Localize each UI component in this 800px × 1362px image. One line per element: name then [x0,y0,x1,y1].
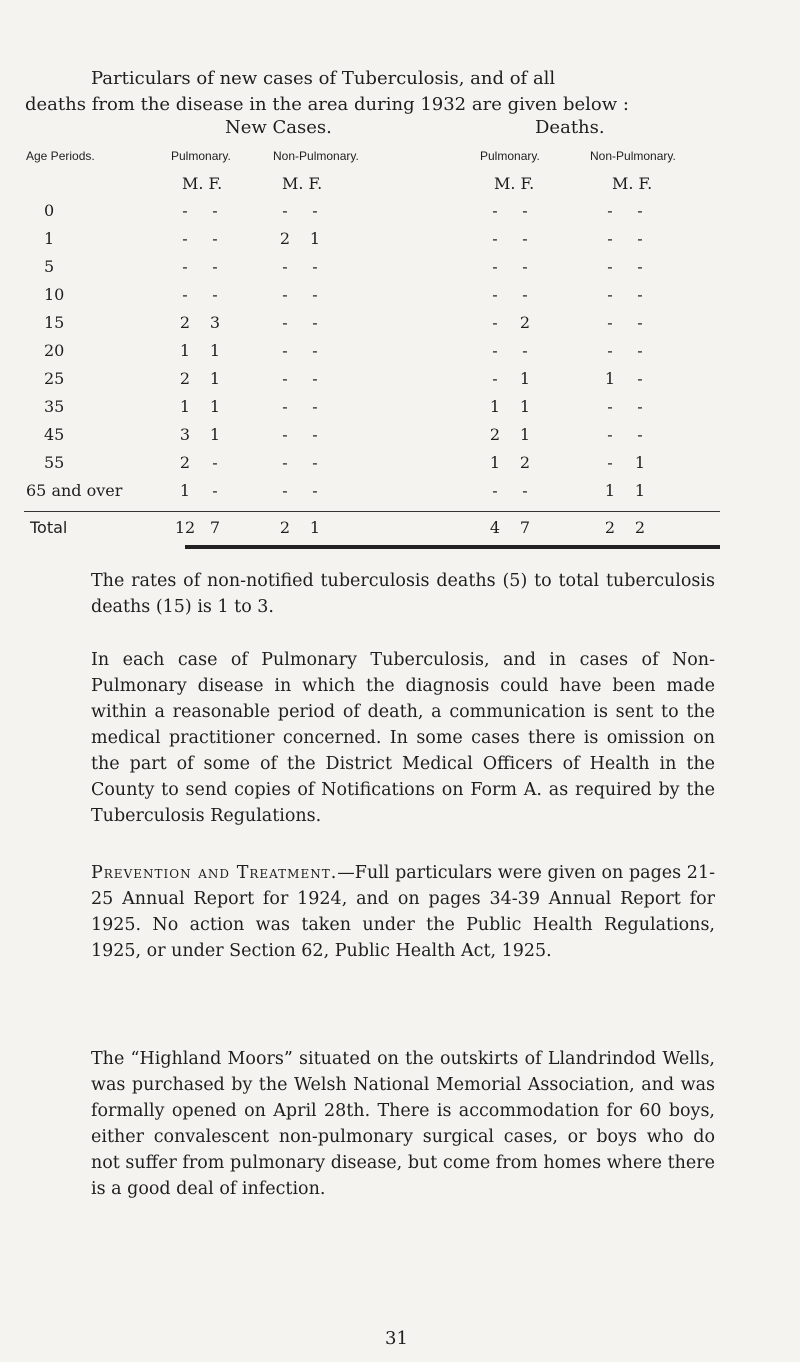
sub-header-pulmonary-new: Pulmonary. [171,149,231,163]
table-cell: - [212,257,218,276]
table-cell: - [522,285,528,304]
table-cell: - [312,481,318,500]
table-cell: - [492,313,498,332]
total-cell: 7 [209,518,221,537]
table-cell: - [607,257,613,276]
age-period-cell: 20 [44,341,65,360]
table-cell: - [607,397,613,416]
table-cell: - [212,285,218,304]
table-cell: 1 [519,369,531,388]
table-cell: 2 [489,425,501,444]
age-period-cell: 25 [44,369,65,388]
age-period-cell: 65 and over [26,481,123,500]
table-cell: - [312,397,318,416]
table-cell: - [522,257,528,276]
age-period-cell: 15 [44,313,65,332]
table-cell: - [312,285,318,304]
table-cell: 2 [519,453,531,472]
table-cell: - [212,481,218,500]
table-cell: 1 [309,229,321,248]
prevention-heading: Prevention and Treatment. [91,863,338,883]
table-cell: - [182,257,188,276]
table-cell: - [522,481,528,500]
table-cell: - [182,201,188,220]
age-period-cell: 10 [44,285,65,304]
table-cell: 1 [209,425,221,444]
highland-text: The “Highland Moors” situated on the outskirts of Llandrindod Wells, was purchased by the Welsh National Memorial Association, and was formally opened on April 28th. There is accommodation for 60 boys, either convalescent non-pulmonary surgical cases, or boys who do not suffer from pulmonary disease, but come from homes where there is a good deal of infection. [91,1049,715,1199]
table-cell: 1 [489,453,501,472]
sub-header-nonpulmonary-deaths: Non-Pulmonary. [590,149,676,163]
table-cell: - [607,285,613,304]
table-cell: - [312,201,318,220]
table-cell: 1 [179,341,191,360]
table-cell: - [282,285,288,304]
communication-text: In each case of Pulmonary Tuberculosis, and in cases of Non-Pulmonary disease in which the diagnosis could have been made within a reasonable period of death, a communication is sent to the medical practitioner concerned. In some cases there is omission on the part of some of the District Medical Officers of Health in the County to send copies of Notifications on Form A. as required by the Tuberculosis Regulations. [91,650,715,826]
total-cell: 4 [489,518,501,537]
table-cell: 1 [604,481,616,500]
table-cell: - [312,257,318,276]
intro-text [25,66,715,118]
total-rule [24,511,720,512]
total-cell: 1 [309,518,321,537]
age-periods-header: Age Periods. [26,149,95,163]
prevention-paragraph [25,860,715,964]
table-cell: - [607,229,613,248]
table-cell: 1 [519,425,531,444]
table-cell: - [312,341,318,360]
table-cell: - [492,201,498,220]
mf-label: M. F. [182,174,223,193]
table-cell: 3 [209,313,221,332]
table-cell: - [637,425,643,444]
table-cell: - [492,481,498,500]
total-cell: 7 [519,518,531,537]
table-cell: - [492,341,498,360]
table-cell: - [607,313,613,332]
table-cell: - [637,201,643,220]
table-cell: - [282,397,288,416]
table-cell: - [637,229,643,248]
deaths-header: Deaths. [535,117,605,138]
table-cell: - [212,201,218,220]
table-cell: - [282,257,288,276]
table-cell: 1 [634,453,646,472]
rates-paragraph [25,568,715,620]
age-period-cell: 45 [44,425,65,444]
prevention-text [25,860,715,964]
page-number: 31 [385,1328,408,1349]
intro-line-2: deaths from the disease in the area during 1932 are given below : [25,94,629,115]
table-cell: 1 [179,481,191,500]
table-cell: 2 [279,229,291,248]
table-cell: - [282,369,288,388]
table-cell: - [282,201,288,220]
table-cell: 1 [519,397,531,416]
table-cell: - [212,229,218,248]
total-cell: 2 [634,518,646,537]
table-cell: - [282,453,288,472]
highland-paragraph [25,1046,715,1202]
sub-header-nonpulmonary-new: Non-Pulmonary. [273,149,359,163]
table-cell: - [182,285,188,304]
mf-label: M. F. [494,174,535,193]
table-cell: - [312,453,318,472]
table-cell: - [282,481,288,500]
table-cell: - [312,425,318,444]
total-cell: 2 [604,518,616,537]
table-cell: - [282,313,288,332]
table-cell: - [637,341,643,360]
table-cell: - [607,201,613,220]
table-cell: - [212,453,218,472]
sub-header-pulmonary-deaths: Pulmonary. [480,149,540,163]
total-cell: 12 [174,518,196,537]
age-period-cell: 5 [44,257,55,276]
new-cases-header: New Cases. [225,117,332,138]
total-cell: 2 [279,518,291,537]
mf-label: M. F. [282,174,323,193]
prevention-body: —Full particulars were given on pages 21-25 Annual Report for 1924, and on pages 34-39 Annual Report for 1925. No action was taken under the Public Health Regulations, 1925, or under Section 62, Public Health Act, 1925. [91,863,715,961]
table-bottom-rule [185,545,720,549]
table-cell: 1 [209,397,221,416]
table-cell: 2 [179,453,191,472]
table-cell: 2 [179,369,191,388]
table-cell: - [607,425,613,444]
table-cell: - [282,341,288,360]
mf-label: M. F. [612,174,653,193]
table-cell: - [492,369,498,388]
table-cell: - [492,229,498,248]
table-cell: 2 [179,313,191,332]
table-cell: 1 [489,397,501,416]
communication-paragraph [25,647,715,829]
table-cell: - [312,313,318,332]
table-cell: - [492,285,498,304]
table-cell: - [282,425,288,444]
table-cell: - [312,369,318,388]
table-cell: - [607,453,613,472]
table-cell: 2 [519,313,531,332]
table-cell: - [637,285,643,304]
table-cell: - [492,257,498,276]
age-period-cell: 1 [44,229,55,248]
table-cell: - [637,397,643,416]
table-cell: 1 [209,341,221,360]
table-cell: 1 [634,481,646,500]
table-cell: 1 [604,369,616,388]
age-period-cell: 35 [44,397,65,416]
table-cell: - [522,341,528,360]
table-cell: - [637,313,643,332]
table-cell: 1 [209,369,221,388]
table-cell: - [522,229,528,248]
table-cell: - [182,229,188,248]
table-cell: - [607,341,613,360]
table-cell: - [637,369,643,388]
table-cell: - [522,201,528,220]
table-cell: - [637,257,643,276]
total-label: Total [30,518,68,537]
age-period-cell: 0 [44,201,55,220]
age-period-cell: 55 [44,453,65,472]
table-cell: 3 [179,425,191,444]
rates-text: The rates of non-notified tuberculosis deaths (5) to total tuberculosis deaths (15) is 1 to 3. [91,571,715,617]
table-cell: 1 [179,397,191,416]
intro-line-1: Particulars of new cases of Tuberculosis, and of all [91,68,556,89]
